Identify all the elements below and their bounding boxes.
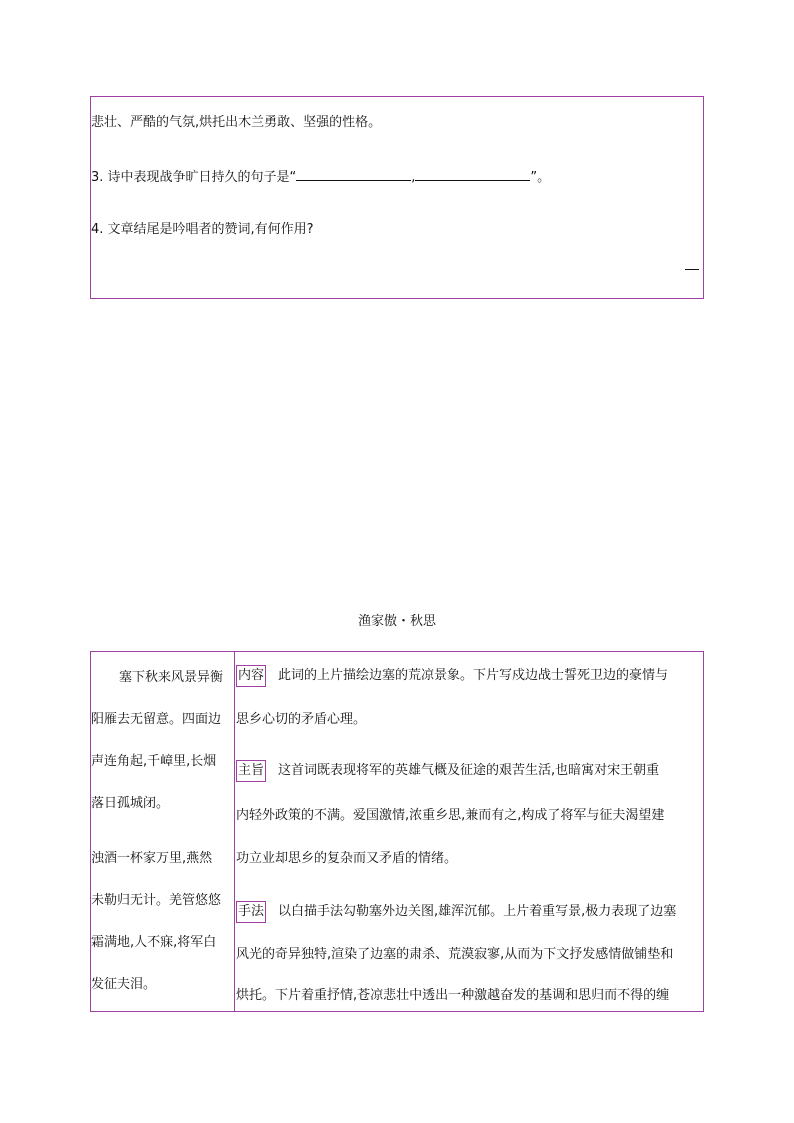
poem-analysis-table — [90, 651, 704, 1012]
poem-line: 霜满地,人不寐,将军白 — [91, 935, 217, 950]
technique-row — [236, 900, 676, 923]
theme-text: 内轻外政策的不满。爱国激情,浓重乡思,兼而有之,构成了将军与征夫渴望建 — [236, 808, 665, 823]
poem-line: 阳雁去无留意。四面边 — [91, 712, 222, 727]
question-3-prompt: 3. 诗中表现战争旷日持久的句子是“ — [91, 170, 297, 185]
technique-text: 烘托。下片着重抒情,苍凉悲壮中透出一种激越奋发的基调和思归而不得的缠 — [236, 988, 670, 1003]
technique-text: 风光的奇异独特,渲染了边塞的肃杀、荒漠寂寥,从而为下文抒发感情做铺垫和 — [236, 947, 674, 962]
answer-dash — [685, 269, 699, 270]
technique-text: 以白描手法勾勒塞外边关图,雄浑沉郁。上片着重写景,极力表现了边塞 — [278, 904, 677, 919]
content-row — [236, 664, 668, 687]
answer-blank-2[interactable] — [415, 168, 530, 181]
answer-blank-1[interactable] — [296, 168, 411, 181]
poem-line: 落日孤城闭。 — [91, 796, 170, 811]
poem-line: 发征夫泪。 — [91, 977, 157, 992]
analysis-text-line: 悲壮、严酷的气氛,烘托出木兰勇敢、坚强的性格。 — [91, 115, 382, 130]
theme-tag: 主旨 — [236, 760, 266, 782]
poem-line: 声连角起,千嶂里,长烟 — [91, 754, 217, 769]
theme-text: 这首词既表现将军的英雄气概及征途的艰苦生活,也暗寓对宋王朝重 — [278, 763, 660, 778]
poem-line: 浊酒一杯家万里,燕然 — [91, 851, 213, 866]
poem-title: 渔家傲・秋思 — [357, 614, 436, 629]
theme-text: 功立业却思乡的复杂而又矛盾的情绪。 — [236, 851, 458, 866]
content-text: 此词的上片描绘边塞的荒凉景象。下片写戍边战士誓死卫边的豪情与 — [278, 668, 669, 683]
technique-tag: 手法 — [236, 901, 266, 923]
question-3-closing: ”。 — [530, 170, 551, 185]
question-4: 4. 文章结尾是吟唱者的赞词,有何作用? — [91, 222, 314, 237]
content-text: 思乡心切的矛盾心理。 — [236, 712, 367, 727]
column-divider — [234, 652, 235, 1011]
theme-row — [236, 759, 659, 782]
question-3-separator: , — [411, 170, 416, 185]
poem-line: 塞下秋来风景异衡 — [119, 670, 224, 685]
question-3 — [91, 166, 550, 185]
poem-line: 未勒归无计。羌管悠悠 — [91, 893, 222, 908]
content-tag: 内容 — [236, 665, 266, 687]
question-box — [90, 96, 704, 299]
